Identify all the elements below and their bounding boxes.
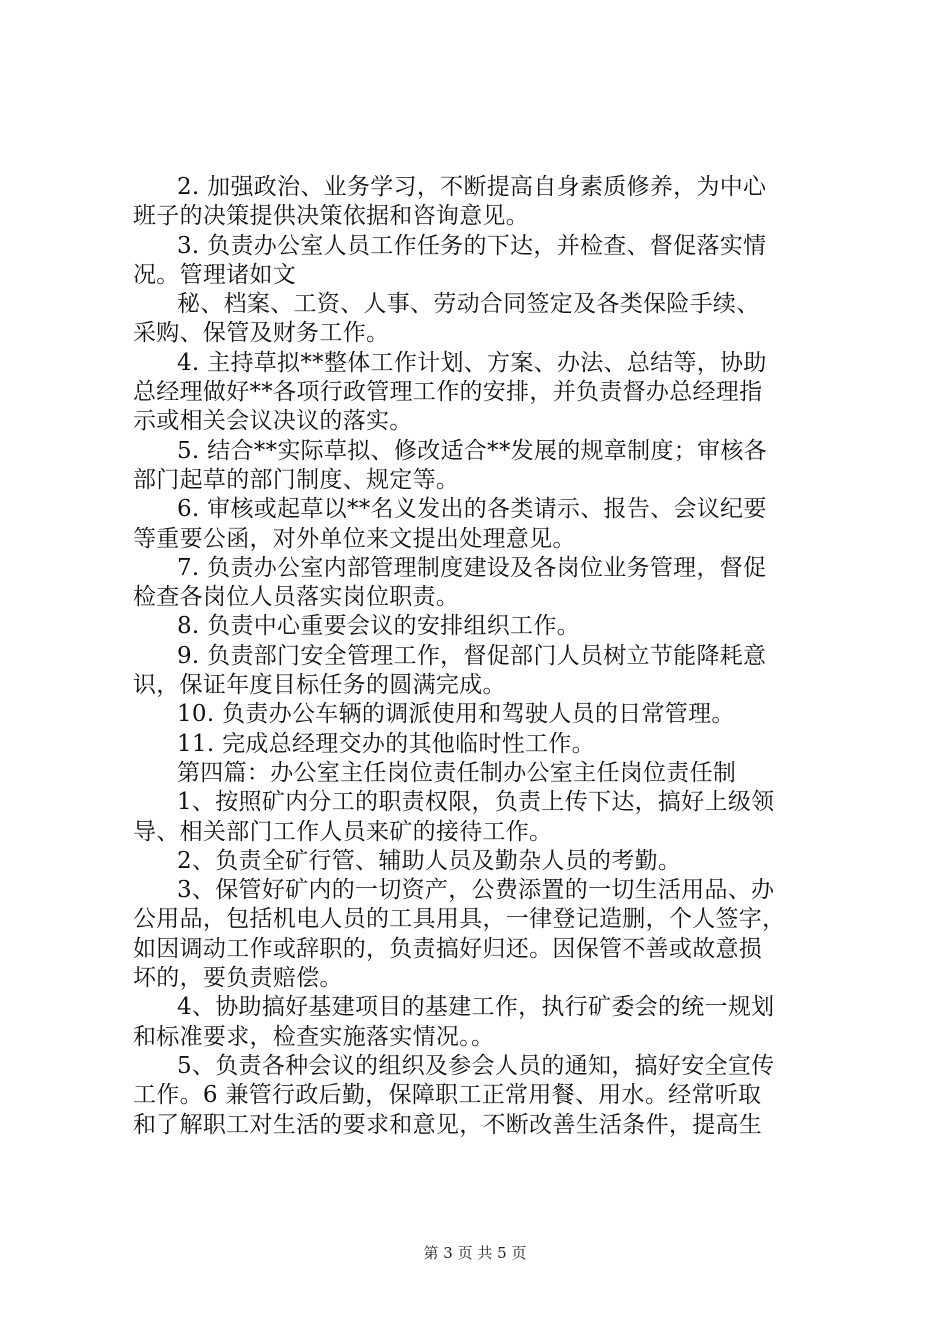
text-line: 检查各岗位人员落实岗位职责。 [133,584,460,611]
text-line: 8. 负责中心重要会议的安排组织工作。 [177,613,580,640]
text-line: 2、负责全矿行管、辅助人员及勤杂人员的考勤。 [177,847,682,874]
text-line: 导、相关部门工作人员来矿的接待工作。 [133,818,553,845]
text-line: 4. 主持草拟**整体工作计划、方案、办法、总结等，协助 [177,349,767,376]
text-line: 11. 完成总经理交办的其他临时性工作。 [177,730,595,757]
text-line: 6. 审核或起草以**名义发出的各类请示、报告、会议纪要 [177,496,767,523]
text-line: 10. 负责办公车辆的调派使用和驾驶人员的日常管理。 [177,701,735,728]
text-line: 班子的决策提供决策依据和咨询意见。 [133,203,530,230]
text-line: 采购、保管及财务工作。 [133,320,390,347]
section-heading: 第四篇：办公室主任岗位责任制办公室主任岗位责任制 [177,759,737,786]
text-line: 总经理做好**各项行政管理工作的安排，并负责督办总经理指 [133,379,763,406]
text-line: 部门起草的部门制度、规定等。 [133,466,460,493]
text-line: 和了解职工对生活的要求和意见，不断改善生活条件，提高生 [133,1111,763,1138]
text-line: 5、负责各种会议的组织及参会人员的通知，搞好安全宣传 [177,1052,775,1079]
text-line: 示或相关会议决议的落实。 [133,408,413,435]
text-line: 4、协助搞好基建项目的基建工作，执行矿委会的统一规划 [177,994,775,1021]
text-line: 3. 负责办公室人员工作任务的下达，并检查、督促落实情 [177,232,767,259]
text-line: 7. 负责办公室内部管理制度建设及各岗位业务管理，督促 [177,554,767,581]
text-line: 和标准要求，检查实施落实情况。。 [133,1023,495,1050]
text-line: 如因调动工作或辞职的，负责搞好归还。因保管不善或故意损 [133,935,763,962]
text-line: 秘、档案、工资、人事、劳动合同签定及各类保险手续、 [177,291,760,318]
text-line: 识，保证年度目标任务的圆满完成。 [133,672,506,699]
text-line: 9. 负责部门安全管理工作，督促部门人员树立节能降耗意 [177,642,767,669]
text-line: 工作。6 兼管行政后勤，保障职工正常用餐、用水。经常听取 [133,1082,762,1109]
text-line: 等重要公函，对外单位来文提出处理意见。 [133,525,576,552]
text-line: 公用品，包括机电人员的工具用具，一律登记造删，个人签字， [133,906,786,933]
text-line: 3、保管好矿内的一切资产，公费添置的一切生活用品、办 [177,877,775,904]
text-line: 2. 加强政治、业务学习，不断提高自身素质修养，为中心 [177,174,767,200]
text-line: 1、按照矿内分工的职责权限，负责上传下达，搞好上级领 [177,789,775,816]
document-body [133,173,833,1140]
text-line: 坏的，要负责赔偿。 [133,965,343,992]
text-line: 况。管理诸如文 [133,261,297,288]
page-number-footer: 第 3 页 共 5 页 [423,1244,527,1262]
text-line: 5. 结合**实际草拟、修改适合**发展的规章制度；审核各 [177,437,767,464]
